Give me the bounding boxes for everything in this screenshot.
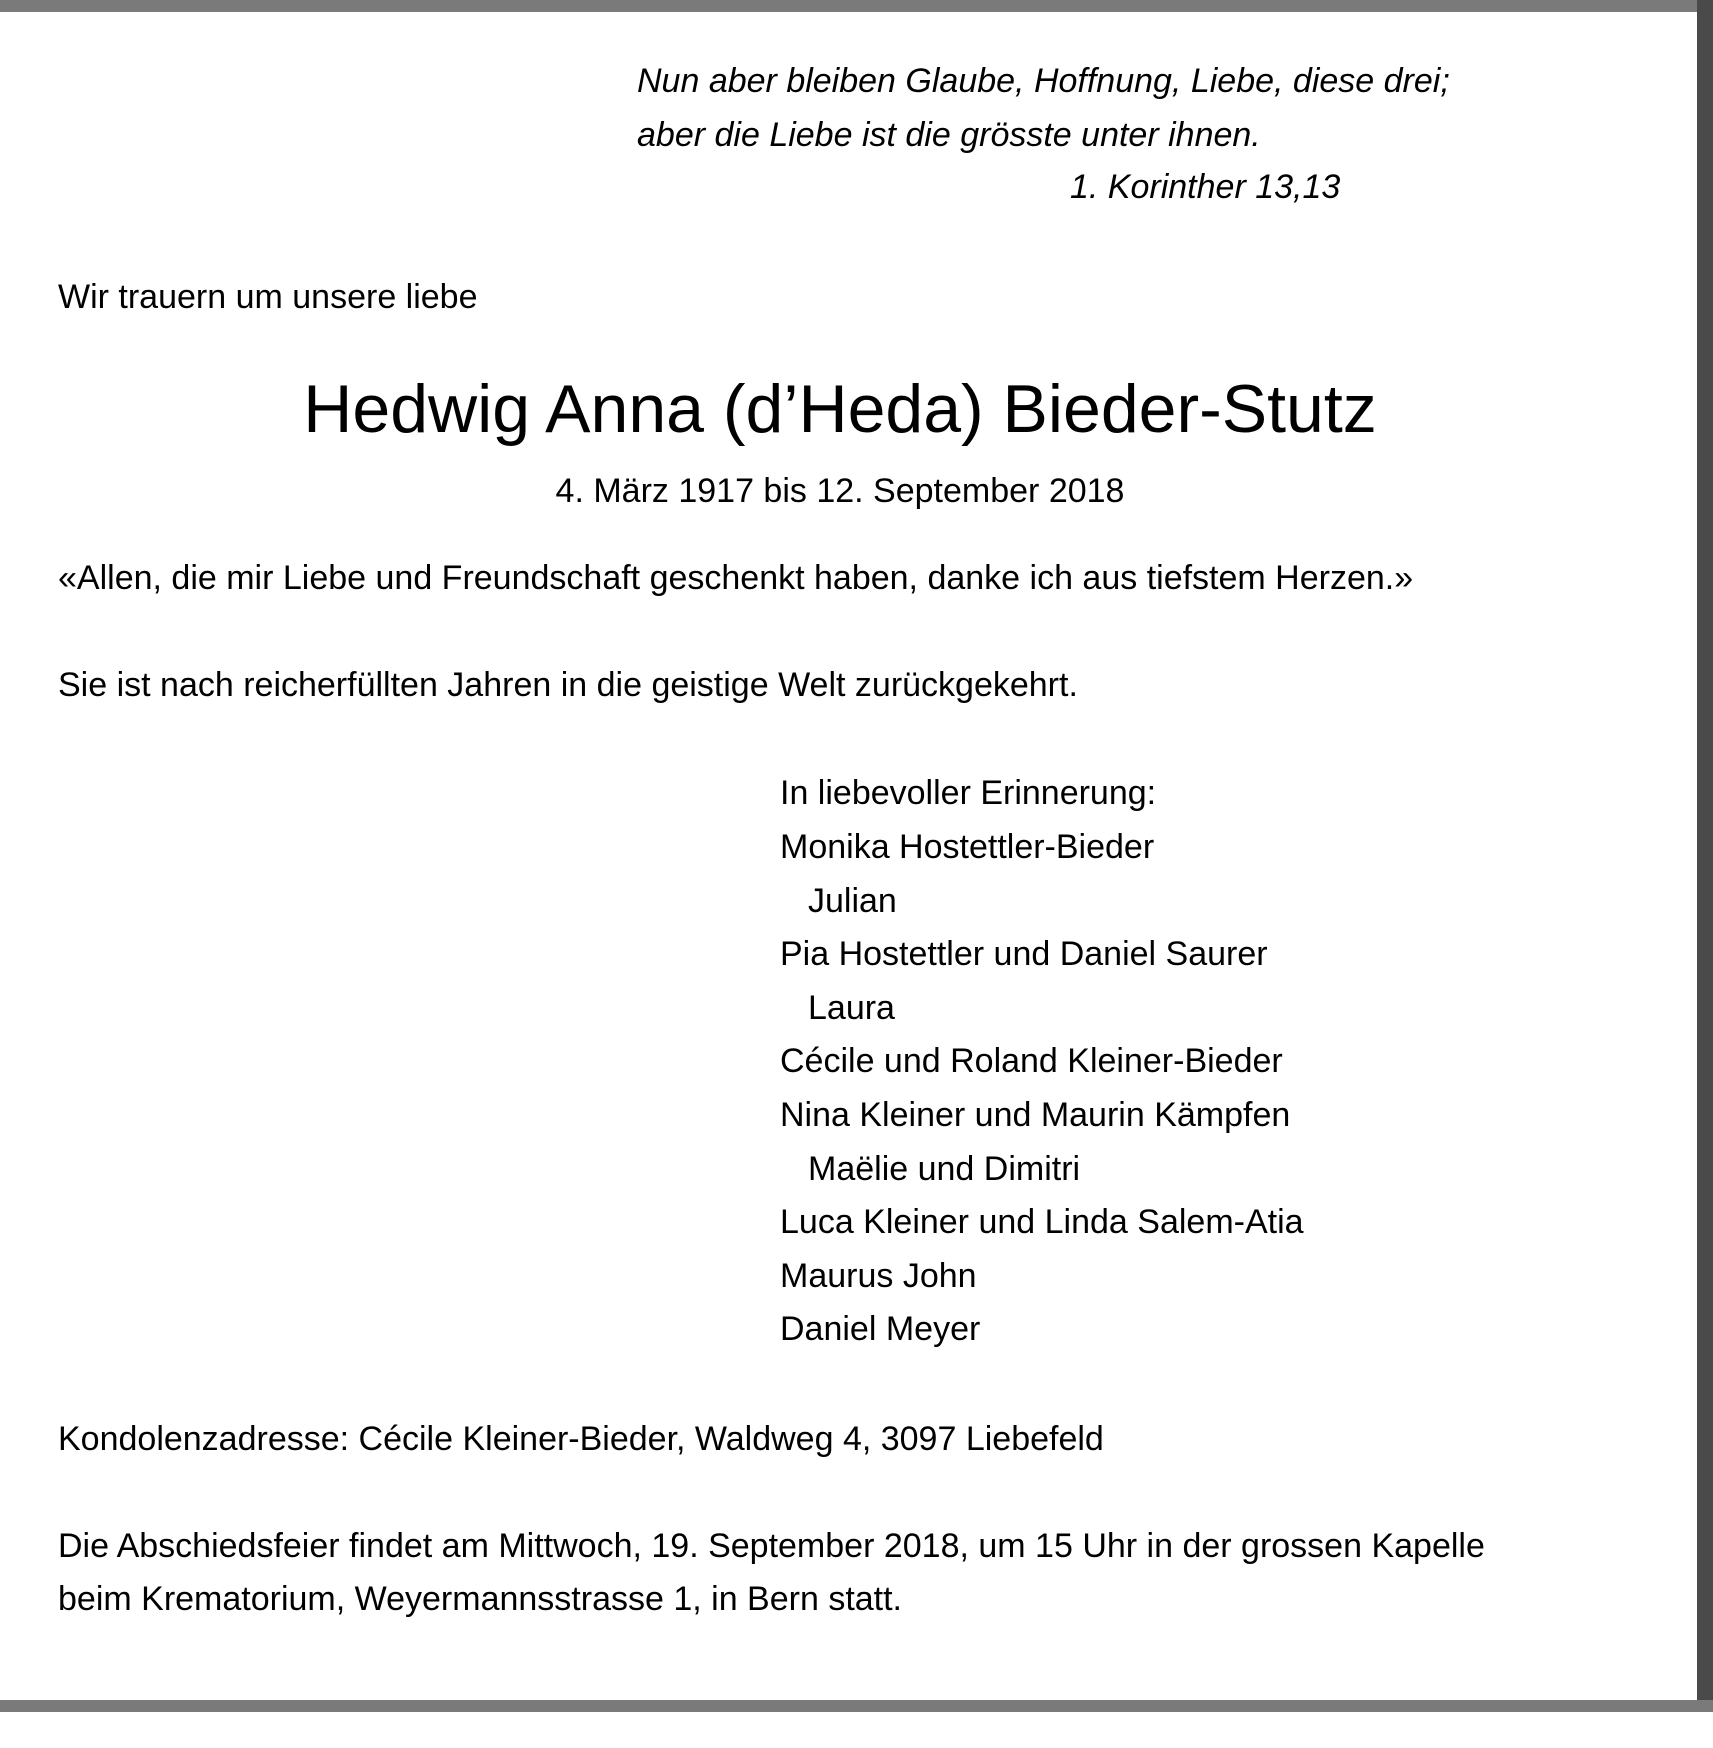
- deceased-name: Hedwig Anna (d’Heda) Bieder-Stutz: [303, 371, 1377, 447]
- quote-text: «Allen, die mir Liebe und Freundschaft geschenkt haben, danke ich aus tiefstem Herzen.»: [58, 559, 1414, 597]
- bottom-border: [0, 1700, 1713, 1712]
- ceremony-line-1: Die Abschiedsfeier findet am Mittwoch, 19. September 2018, um 15 Uhr in der grossen Kapelle: [58, 1527, 1485, 1565]
- mourner-name: Maëlie und Dimitri: [808, 1150, 1081, 1188]
- mourner-name: Julian: [808, 882, 897, 920]
- mourner-name: Monika Hostettler-Bieder: [780, 828, 1155, 866]
- mourner-name: Maurus John: [780, 1257, 977, 1295]
- right-border: [1697, 0, 1713, 1712]
- mourners-heading: In liebevoller Erinnerung:: [780, 774, 1157, 812]
- verse-line-2: aber die Liebe ist die grösste unter ihnen.: [637, 116, 1261, 154]
- verse-line-1: Nun aber bleiben Glaube, Hoffnung, Liebe, diese drei;: [637, 62, 1450, 100]
- life-dates: 4. März 1917 bis 12. September 2018: [555, 472, 1125, 510]
- mourner-name: Laura: [808, 989, 895, 1027]
- mourner-name: Nina Kleiner und Maurin Kämpfen: [780, 1096, 1291, 1134]
- statement-text: Sie ist nach reicherfüllten Jahren in die geistige Welt zurückgekehrt.: [58, 666, 1078, 704]
- mourner-name: Daniel Meyer: [780, 1310, 981, 1348]
- condolence-address: Kondolenzadresse: Cécile Kleiner-Bieder, Waldweg 4, 3097 Liebefeld: [58, 1420, 1104, 1458]
- mourner-name: Cécile und Roland Kleiner-Bieder: [780, 1042, 1283, 1080]
- mourner-name: Luca Kleiner und Linda Salem-Atia: [780, 1203, 1304, 1241]
- ceremony-line-2: beim Krematorium, Weyermannsstrasse 1, in Bern statt.: [58, 1580, 903, 1618]
- verse-reference: 1. Korinther 13,13: [1070, 168, 1341, 206]
- intro-text: Wir trauern um unsere liebe: [58, 278, 478, 316]
- top-border: [0, 0, 1713, 12]
- mourner-name: Pia Hostettler und Daniel Saurer: [780, 935, 1268, 973]
